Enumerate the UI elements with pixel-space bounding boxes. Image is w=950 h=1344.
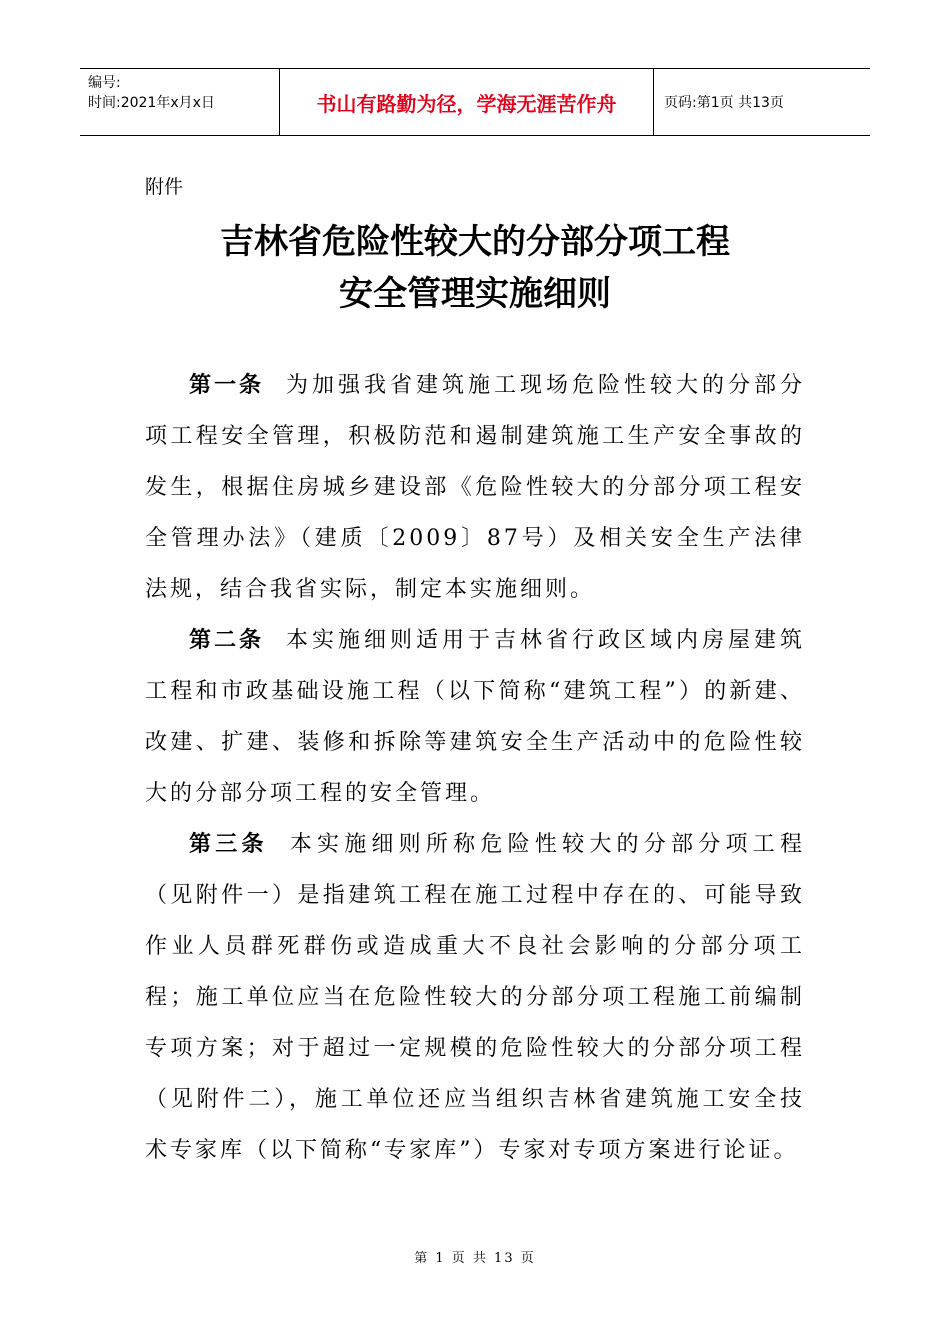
article-2	[145, 615, 805, 819]
header-motto: 书山有路勤为径，学海无涯苦作舟	[280, 69, 654, 135]
header-page-info: 页码:第1页 共13页	[664, 95, 784, 111]
attachment-label: 附件	[145, 176, 184, 198]
page-footer: 第 1 页 共 13 页	[414, 1251, 536, 1266]
article-heading: 第一条	[189, 373, 264, 398]
article-1	[145, 360, 805, 615]
article-text: 本实施细则所称危险性较大的分部分项工程（见附件一）是指建筑工程在施工过程中存在的、可能导致作业人员群死群伤或造成重大不良社会影响的分部分项工程；施工单位应当在危险性较大的分部分项工程施工前编制专项方案；对于超过一定规模的危险性较大的分部分项工程（见附件二），施工单位还应当组织吉林省建筑施工安全技术专家库（以下简称“专家库”）专家对专项方案进行论证。	[145, 832, 805, 1163]
article-3	[145, 819, 805, 1176]
article-heading: 第三条	[189, 832, 268, 857]
document-body	[145, 360, 805, 1176]
article-text: 本实施细则适用于吉林省行政区域内房屋建筑工程和市政基础设施工程（以下简称“建筑工程”）的新建、改建、扩建、装修和拆除等建筑安全生产活动中的危险性较大的分部分项工程的安全管理。	[145, 628, 805, 806]
number-label: 编号:	[88, 75, 121, 91]
document-title-line2: 安全管理实施细则	[339, 274, 611, 314]
article-text: 为加强我省建筑施工现场危险性较大的分部分项工程安全管理，积极防范和遏制建筑施工生产安全事故的发生，根据住房城乡建设部《危险性较大的分部分项工程安全管理办法》（建质〔2009〕87号）及相关安全生产法律法规，结合我省实际，制定本实施细则。	[145, 373, 805, 602]
header-meta	[80, 69, 280, 135]
time-label: 时间:2021年x月x日	[88, 95, 215, 111]
document-title-line1: 吉林省危险性较大的分部分项工程	[220, 222, 730, 262]
document-header	[80, 68, 870, 136]
article-heading: 第二条	[189, 628, 264, 653]
